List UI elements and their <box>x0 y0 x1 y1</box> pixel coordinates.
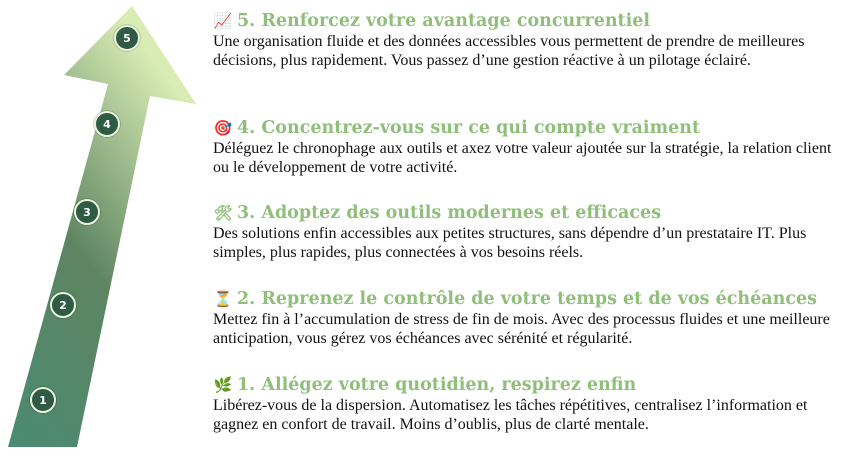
hourglass-icon: ⏳ <box>213 290 233 308</box>
step-5-title-text: 5. Renforcez votre avantage concurrentiel <box>237 11 651 31</box>
step-marker-1: 1 <box>30 387 56 413</box>
arrow-shape <box>8 6 196 447</box>
step-4 <box>213 117 845 177</box>
step-5-description: Une organisation fluide et des données accessibles vous permettent de prendre de meilleures décisions, plus rapidement. Vous passez d’une gestion réactive à un pilotage éclairé. <box>213 33 805 69</box>
step-marker-5: 5 <box>114 25 140 51</box>
step-1-title-text: 1. Allégez votre quotidien, respirez enfin <box>237 375 637 395</box>
step-3 <box>213 202 845 262</box>
step-marker-2: 2 <box>50 292 76 318</box>
step-3-title-text: 3. Adoptez des outils modernes et efficaces <box>237 203 662 223</box>
step-marker-3: 3 <box>74 199 100 225</box>
step-5 <box>213 10 845 70</box>
herb-icon: 🌿 <box>213 376 233 394</box>
tools-icon: 🛠 <box>213 204 233 222</box>
step-5-title <box>213 10 845 32</box>
step-2-title <box>213 288 845 310</box>
step-marker-4: 4 <box>94 111 120 137</box>
step-2 <box>213 288 845 348</box>
step-3-title <box>213 202 845 224</box>
step-1 <box>213 374 845 434</box>
chart-increasing-icon: 📈 <box>213 12 233 30</box>
step-4-title-text: 4. Concentrez-vous sur ce qui compte vraiment <box>237 118 701 138</box>
step-2-title-text: 2. Reprenez le contrôle de votre temps et de vos échéances <box>237 289 817 309</box>
step-4-title <box>213 117 845 139</box>
step-3-description: Des solutions enfin accessibles aux petites structures, sans dépendre d’un prestataire IT. Plus simples, plus rapides, plus connectées à vos besoins réels. <box>213 225 807 261</box>
step-4-description: Déléguez le chronophage aux outils et axez votre valeur ajoutée sur la stratégie, la relation client ou le développement de votre activité. <box>213 140 832 176</box>
step-1-title <box>213 374 845 396</box>
step-2-description: Mettez fin à l’accumulation de stress de fin de mois. Avec des processus fluides et une meilleure anticipation, vous gérez vos échéances avec sérénité et régularité. <box>213 311 830 347</box>
growth-arrow <box>0 0 200 461</box>
step-1-description: Libérez-vous de la dispersion. Automatisez les tâches répétitives, centralisez l’information et gagnez en confort de travail. Moins d’oublis, plus de clarté mentale. <box>213 397 808 433</box>
target-icon: 🎯 <box>213 119 233 137</box>
